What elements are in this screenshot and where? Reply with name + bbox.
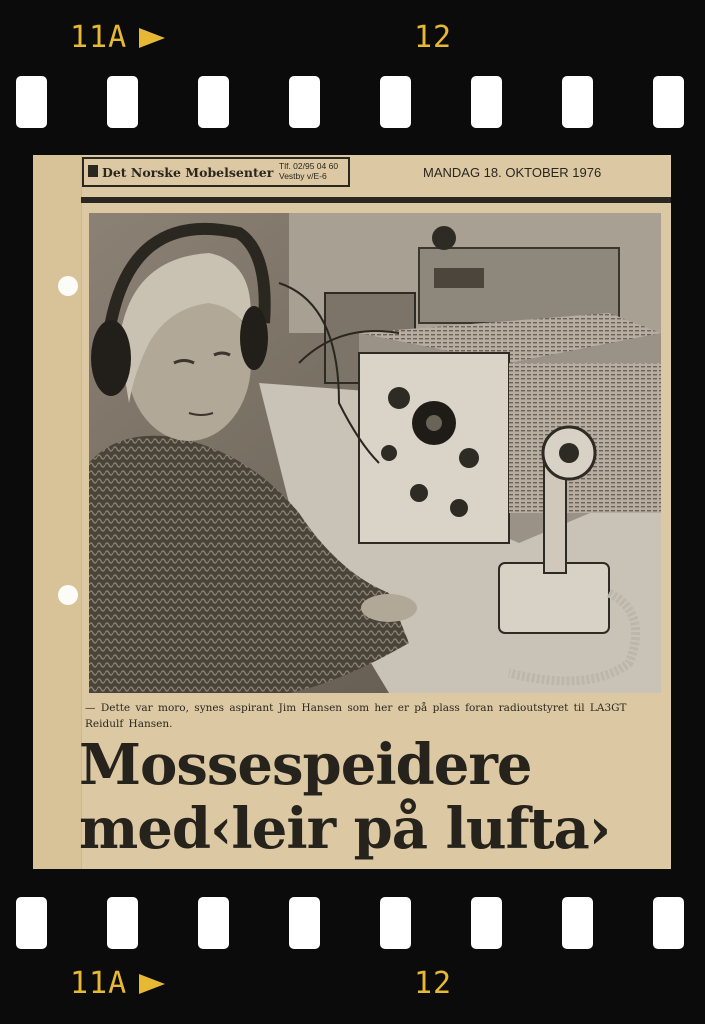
clipping-margin <box>33 155 82 869</box>
newspaper-clipping <box>33 155 671 869</box>
frame-arrow-icon-bottom <box>139 974 165 994</box>
headline-line-1: Mossespeidere <box>79 732 532 798</box>
frame-number-next-bottom: 12 <box>414 966 453 1001</box>
advertiser-name: Det Norske Mobelsenter <box>102 165 274 180</box>
frame-number-next-top: 12 <box>414 20 453 55</box>
advertiser-location: Vestby v/E-6 <box>279 171 327 181</box>
photo-caption: — Dette var moro, synes aspirant Jim Hansen som her er på plass foran radioutstyret til LA3GT Reidulf Hansen. <box>85 702 627 730</box>
frame-number-prev-top: 11A <box>70 20 128 55</box>
dateline: MANDAG 18. OKTOBER 1976 <box>423 165 602 180</box>
headline-line-2: med‹leir på lufta› <box>79 796 611 862</box>
film-perforations-top <box>0 76 705 128</box>
frame-number-prev-bottom: 11A <box>70 966 128 1001</box>
frame-arrow-icon-top <box>139 28 165 48</box>
binder-hole-bottom <box>58 585 78 605</box>
advertiser-box <box>82 157 350 187</box>
binder-hole-top <box>58 276 78 296</box>
news-photo <box>89 213 661 693</box>
headline <box>79 733 671 861</box>
advertiser-logo <box>88 165 98 177</box>
advertiser-phone: Tlf. 02/95 04 60 <box>279 161 339 171</box>
news-photo-illustration <box>89 213 661 693</box>
film-perforations-bottom <box>0 897 705 949</box>
advertiser-contact <box>279 161 347 181</box>
header-rule <box>81 197 671 203</box>
